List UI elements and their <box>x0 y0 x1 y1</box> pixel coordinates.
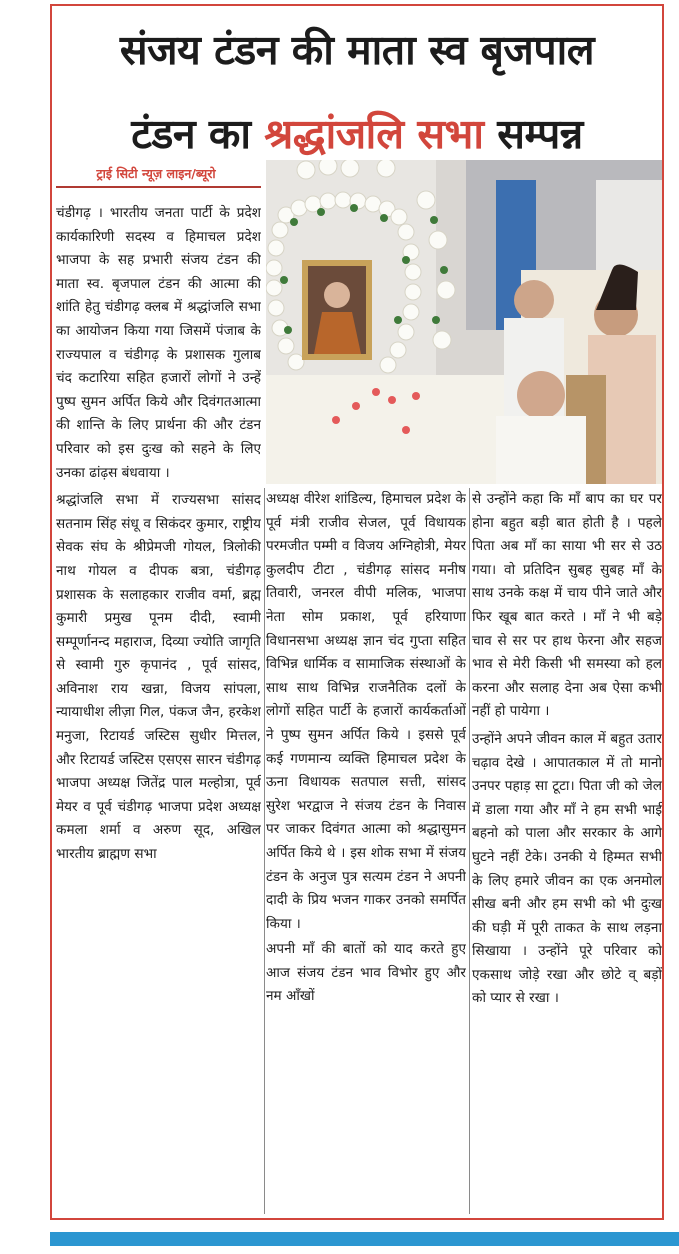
column-divider-2 <box>469 488 470 1214</box>
column-3-paragraph-1: से उन्होंने कहा कि माँ बाप का घर पर होना बहुत बड़ी बात होती है । पहले पिता अब माँ का साया भी सर से उठ गया। वो प्रतिदिन सुबह सुबह माँ के साथ उनके कक्ष में चाय पीने जाते और फिर खूब बात करते । माँ ने भी बड़े चाव से सर पर हाथ फेरना और सहज भाव से मेरी किसी भी समस्या को हल करना और सलाह देना अब ऐसा कभी नहीं हो पायेगा । <box>472 491 662 720</box>
headline <box>52 8 662 176</box>
column-divider-1 <box>264 488 265 1214</box>
byline: ट्राई सिटी न्यूज़ लाइन/ब्यूरो <box>96 166 216 181</box>
column-1-paragraph-1: चंडीगढ़ । भारतीय जनता पार्टी के प्रदेश कार्यकारिणी सदस्य व हिमाचल प्रदेश भाजपा के सह प्रभारी संजय टंडन की माता स्व. बृजपाल टंडन की आत्मा की शांति हेतु चंडीगढ़ क्लब में श्रद्धांजलि सभा का आयोजन किया गया जिसमें पंजाब के राज्यपाल व चंडीगढ़ के प्रशासक गुलाब चंद कटारिया सहित हजारों लोगों ने उन्हें पुष्प सुमन अर्पित किये और दिवंगतआत्मा की शान्ति के लिए प्रार्थना की और टंडन परिवार को इस दुःख को सहने के लिए उनका ढांढ़स बंधवाया । <box>56 205 261 481</box>
news-photo <box>266 160 662 484</box>
article-column-3 <box>472 488 662 1214</box>
bottom-color-bar <box>50 1232 679 1246</box>
photo-illustration <box>266 160 662 484</box>
column-2-paragraph-2: अपनी माँ की बातों को याद करते हुए आज संजय टंडन भाव विभोर हुए और नम आँखों <box>266 941 466 1005</box>
headline-line-1: संजय टंडन की माता स्व बृजपाल <box>119 26 595 74</box>
article-column-1 <box>56 202 261 1214</box>
article-column-2 <box>266 488 466 1214</box>
column-1-paragraph-2: श्रद्धांजलि सभा में राज्यसभा सांसद सतनाम सिंह संधू व सिकंदर कुमार, राष्ट्रीय सेवक संघ के श्रीप्रेमजी गोयल, त्रिलोकी नाथ गोयल व दीपक बत्रा, चंडीगढ़ प्रशासक के सलाहकार राजीव वर्मा, ब्रह्म कुमारी प्रमुख पूनम दीदी, स्वामी सम्पूर्णानन्द महाराज, दिव्या ज्योति जागृति से स्वामी गुरु कृपानंद , पूर्व सांसद, अविनाश राय खन्ना, विजय सांपला, न्यायाधीश लीज़ा गिल, पंकज जैन, हरकेश मनुजा, रिटायर्ड जस्टिस सुधीर मित्तल, और रिटायर्ड जस्टिस एसएस सारन चंडीगढ़ भाजपा अध्यक्ष जितेंद्र पाल मल्होत्रा, पूर्व मेयर व पूर्व चंडीगढ़ भाजपा प्रदेश अध्यक्ष कमला शर्मा व अरुण सूद, अखिल भारतीय ब्राह्मण सभा <box>56 492 261 863</box>
headline-line-2-suffix: सम्पन्न <box>497 110 583 158</box>
column-2-paragraph-1: अध्यक्ष वीरेश शांडिल्य, हिमाचल प्रदेश के पूर्व मंत्री राजीव सेजल, पूर्व विधायक परमजीत पम्मी व विजय अग्निहोत्री, मेयर कुलदीप टीटा , चंडीगढ़ सांसद मनीष तिवारी, जनरल वीपी मलिक, भाजपा नेता सोम प्रकाश, पूर्व हरियाणा विधानसभा अध्यक्ष ज्ञान चंद गुप्ता सहित विभिन्न धार्मिक व सामाजिक संस्थाओं के साथ साथ विभिन्न राजनैतिक दलों के लोगों सहित पार्टी के हजारों कार्यकर्ताओं ने पुष्प सुमन अर्पित किये । इससे पूर्व कई गणमान्य व्यक्ति हिमाचल प्रदेश के ऊना विधायक सतपाल सत्ती, सांसद सुरेश भरद्वाज ने संजय टंडन के निवास पर जाकर दिवंगत आत्मा को श्रद्धासुमन अर्पित किये थे । इस शोक सभा में संजय टंडन के अनुज पुत्र सत्यम टंडन ने अपनी दादी के प्रिय भजन गाकर उनको समर्पित किया । <box>266 491 466 932</box>
byline-rule <box>56 186 261 188</box>
headline-highlight: श्रद्धांजलि सभा <box>264 110 484 158</box>
column-3-paragraph-2: उन्होंने अपने जीवन काल में बहुत उतार चढ़ाव देखे । आपातकाल में तो मानो उनपर पहाड़ सा टूटा। पिता जी को जेल में डाला गया और माँ ने हम सभी भाई बहनो को पाला और सरकार के आगे घुटने नहीं टेके। उनकी ये हिम्मत सभी के लिए हमारे जीवन का एक अनमोल सीख बनी और हम सभी को भी दुःख की घड़ी में पूरी ताकत के साथ लड़ना सिखाया । उन्होंने पूरे परिवार को एकसाथ जोड़े रखा और छोटे व् बड़ों को प्यार से रखा । <box>472 730 662 1007</box>
headline-line-2-prefix: टंडन का <box>131 110 251 158</box>
